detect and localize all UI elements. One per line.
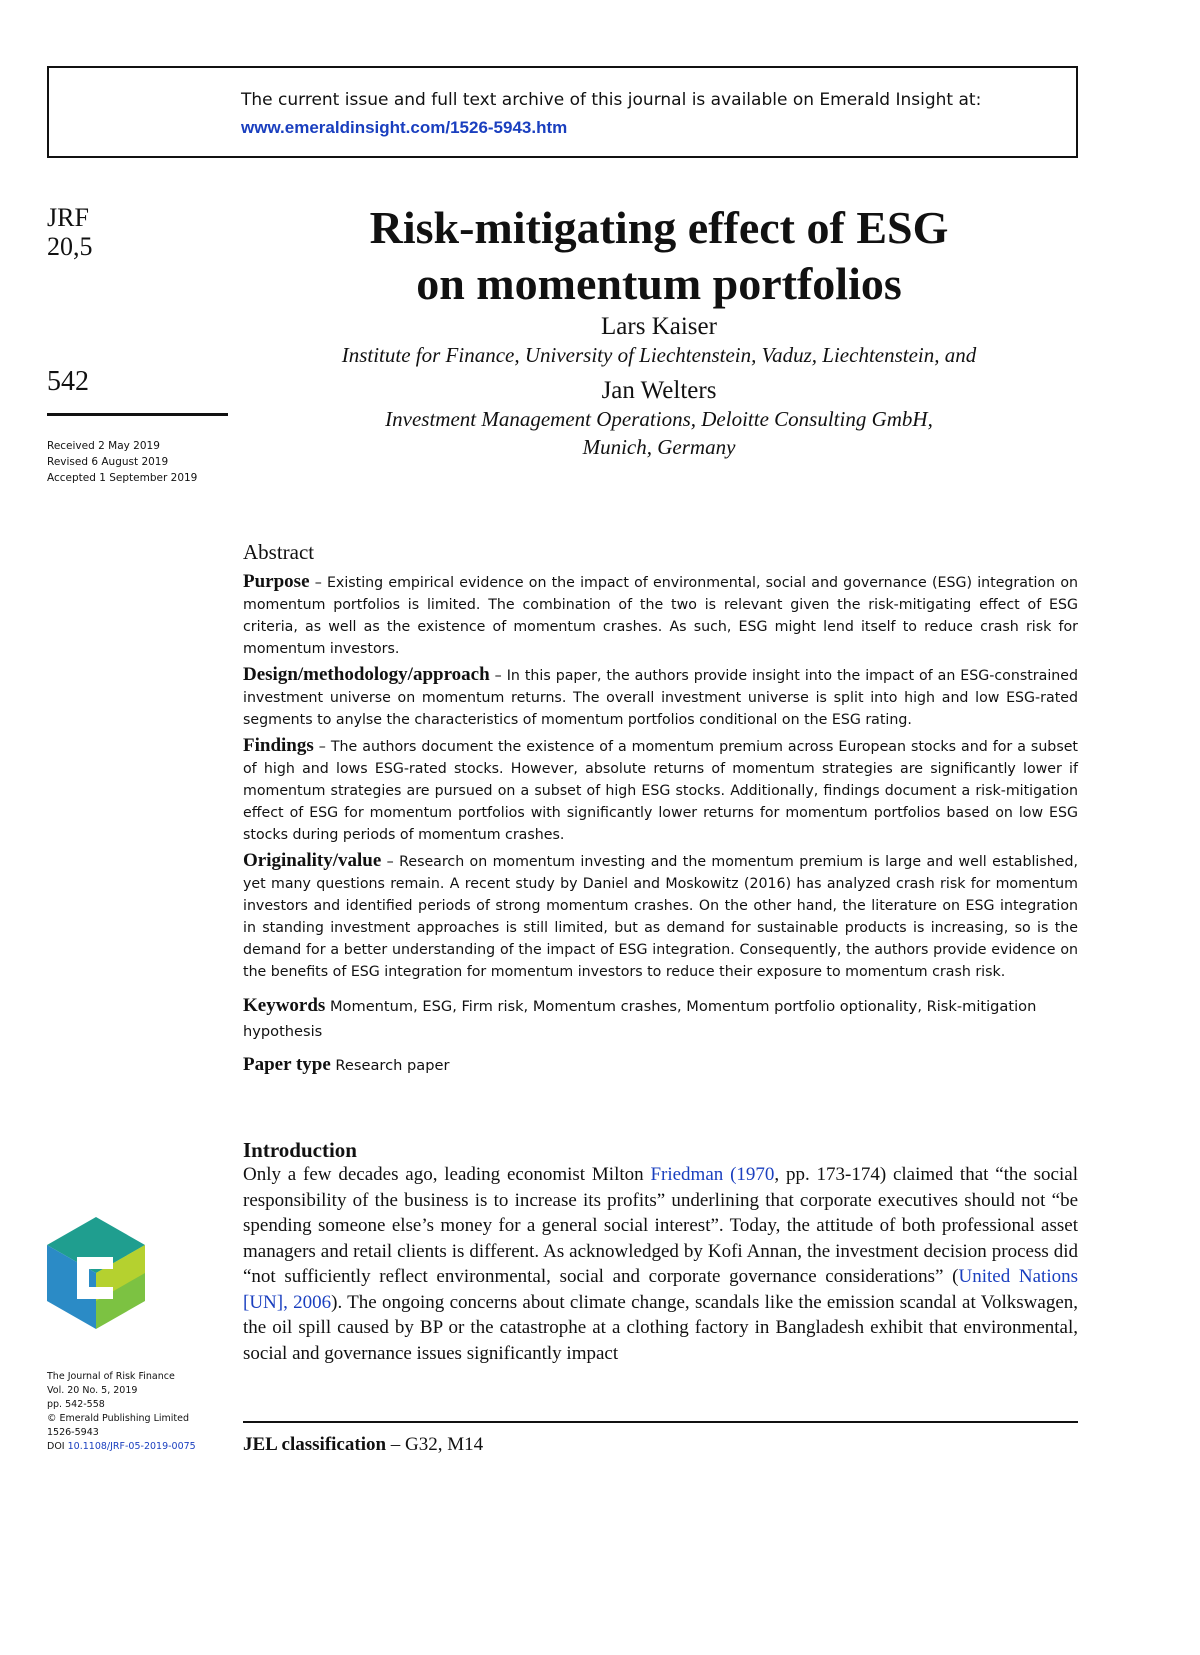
doi-label: DOI	[47, 1441, 65, 1452]
received-date: Received 2 May 2019	[47, 440, 160, 452]
author-1: Lars Kaiser	[601, 313, 717, 340]
emerald-logo-icon	[47, 1217, 145, 1329]
introduction-paragraph	[243, 1162, 1078, 1366]
jel-codes: – G32, M14	[386, 1434, 484, 1455]
abstract-heading: Abstract	[243, 540, 315, 564]
title-line-2: on momentum portfolios	[416, 258, 902, 309]
availability-box	[47, 66, 1078, 158]
affiliation-2-line-2: Munich, Germany	[582, 435, 736, 459]
affiliation-2-line-1: Investment Management Operations, Deloitte Consulting GmbH,	[385, 407, 933, 431]
findings-label: Findings	[243, 735, 314, 756]
article-history	[47, 438, 197, 486]
doi-link[interactable]: 10.1108/JRF-05-2019-0075	[67, 1441, 196, 1452]
abstract-findings	[243, 735, 1078, 846]
author-2: Jan Welters	[601, 377, 717, 404]
pub-issn: 1526-5943	[47, 1427, 99, 1438]
originality-text: – Research on momentum investing and the momentum premium is large and well established, yet many questions remain. A recent study by Daniel and Moskowitz (2016) has analyzed crash risk for momentum investors and identified periods of strong momentum crashes. On the other hand, the literature on ESG integration in standing investment approaches is still limited, but as demand for sustainable products is increasing, so is the demand for a better understanding of the impact of ESG integration. Consequently, the authors provide evidence on the benefits of ESG integration for momentum investors to reduce their exposure to momentum crash risk.	[243, 854, 1078, 980]
introduction-heading: Introduction	[243, 1138, 357, 1162]
jel-classification	[243, 1434, 483, 1456]
intro-text-3: ). The ongoing concerns about climate change, scandals like the emission scandal at Volkswagen, the oil spill caused by BP or the catastrophe at a clothing factory in Bangladesh exhibit that environmental, social and governance issues significantly impact	[243, 1291, 1078, 1364]
purpose-label: Purpose	[243, 571, 310, 592]
intro-text-2: , pp. 173-174) claimed that “the social responsibility of the business is to increase its profits” underlining that corporate executives should not “be spending someone else’s money for a general social interest”. Today, the attitude of both professional asset managers and retail clients is different. As acknowledged by Kofi Annan, the investment decision process did “not sufficiently reflect environmental, social and corporate governance considerations” (	[243, 1164, 1078, 1287]
paper-type-label: Paper type	[243, 1054, 331, 1075]
pub-pages: pp. 542-558	[47, 1399, 105, 1410]
article-title	[240, 200, 1078, 312]
findings-text: – The authors document the existence of a momentum premium across European stocks and for a subset of high and lows ESG-rated stocks. However, absolute returns of momentum strategies are significantly lower if momentum strategies are pursued on a subset of high ESG stocks. Additionally, findings document a risk-mitigation effect of ESG for momentum portfolios with significantly lower returns for momentum portfolios based on low ESG stocks during periods of momentum crashes.	[243, 739, 1078, 843]
abstract-purpose	[243, 571, 1078, 660]
publication-info	[47, 1370, 196, 1454]
design-text: – In this paper, the authors provide insight into the impact of an ESG-constrained investment universe on momentum returns. The overall investment universe is split into high and low ESG-rated segments to anylse the characteristics of momentum portfolios conditional on the ESG rating.	[243, 668, 1078, 728]
originality-label: Originality/value	[243, 850, 382, 871]
abstract-design	[243, 664, 1078, 731]
paper-type	[243, 1054, 1078, 1076]
pub-publisher: © Emerald Publishing Limited	[47, 1413, 190, 1424]
keywords	[243, 993, 1078, 1044]
abstract	[243, 540, 1078, 1076]
citation-friedman-link[interactable]: Friedman (1970	[650, 1164, 775, 1185]
sidebar-divider	[47, 413, 228, 416]
journal-code	[47, 203, 93, 261]
page-number: 542	[47, 366, 89, 397]
affiliation-1: Institute for Finance, University of Liechtenstein, Vaduz, Liechtenstein, and	[341, 343, 977, 367]
journal-url-link[interactable]: www.emeraldinsight.com/1526-5943.htm	[241, 118, 568, 137]
keywords-label: Keywords	[243, 995, 326, 1016]
title-line-1: Risk-mitigating effect of ESG	[369, 202, 949, 253]
pub-journal: The Journal of Risk Finance	[47, 1371, 175, 1382]
footer-divider	[243, 1421, 1078, 1423]
accepted-date: Accepted 1 September 2019	[47, 472, 198, 484]
revised-date: Revised 6 August 2019	[47, 456, 169, 468]
abstract-originality	[243, 850, 1078, 983]
volume-issue: 20,5	[47, 232, 93, 261]
keywords-text: Momentum, ESG, Firm risk, Momentum crashes, Momentum portfolio optionality, Risk-mitigation hypothesis	[243, 998, 1037, 1040]
journal-abbrev: JRF	[47, 203, 89, 232]
affiliation-2	[240, 405, 1078, 461]
design-label: Design/methodology/approach	[243, 664, 490, 685]
pub-doi	[47, 1440, 196, 1454]
citation-un-link[interactable]: United Nations [UN], 2006	[243, 1266, 1078, 1313]
paper-type-text: Research paper	[330, 1057, 450, 1074]
pub-volume: Vol. 20 No. 5, 2019	[47, 1385, 138, 1396]
availability-text: The current issue and full text archive of this journal is available on Emerald Insight at:	[241, 90, 982, 110]
intro-text-1: Only a few decades ago, leading economist Milton	[243, 1164, 651, 1185]
purpose-text: – Existing empirical evidence on the impact of environmental, social and governance (ESG) integration on momentum portfolios is limited. The combination of the two is relevant given the risk-mitigating effect of ESG criteria, as well as the existence of momentum crashes. As such, ESG might lend itself to reduce crash risk for momentum investors.	[243, 575, 1078, 657]
jel-label: JEL classification	[243, 1434, 387, 1455]
